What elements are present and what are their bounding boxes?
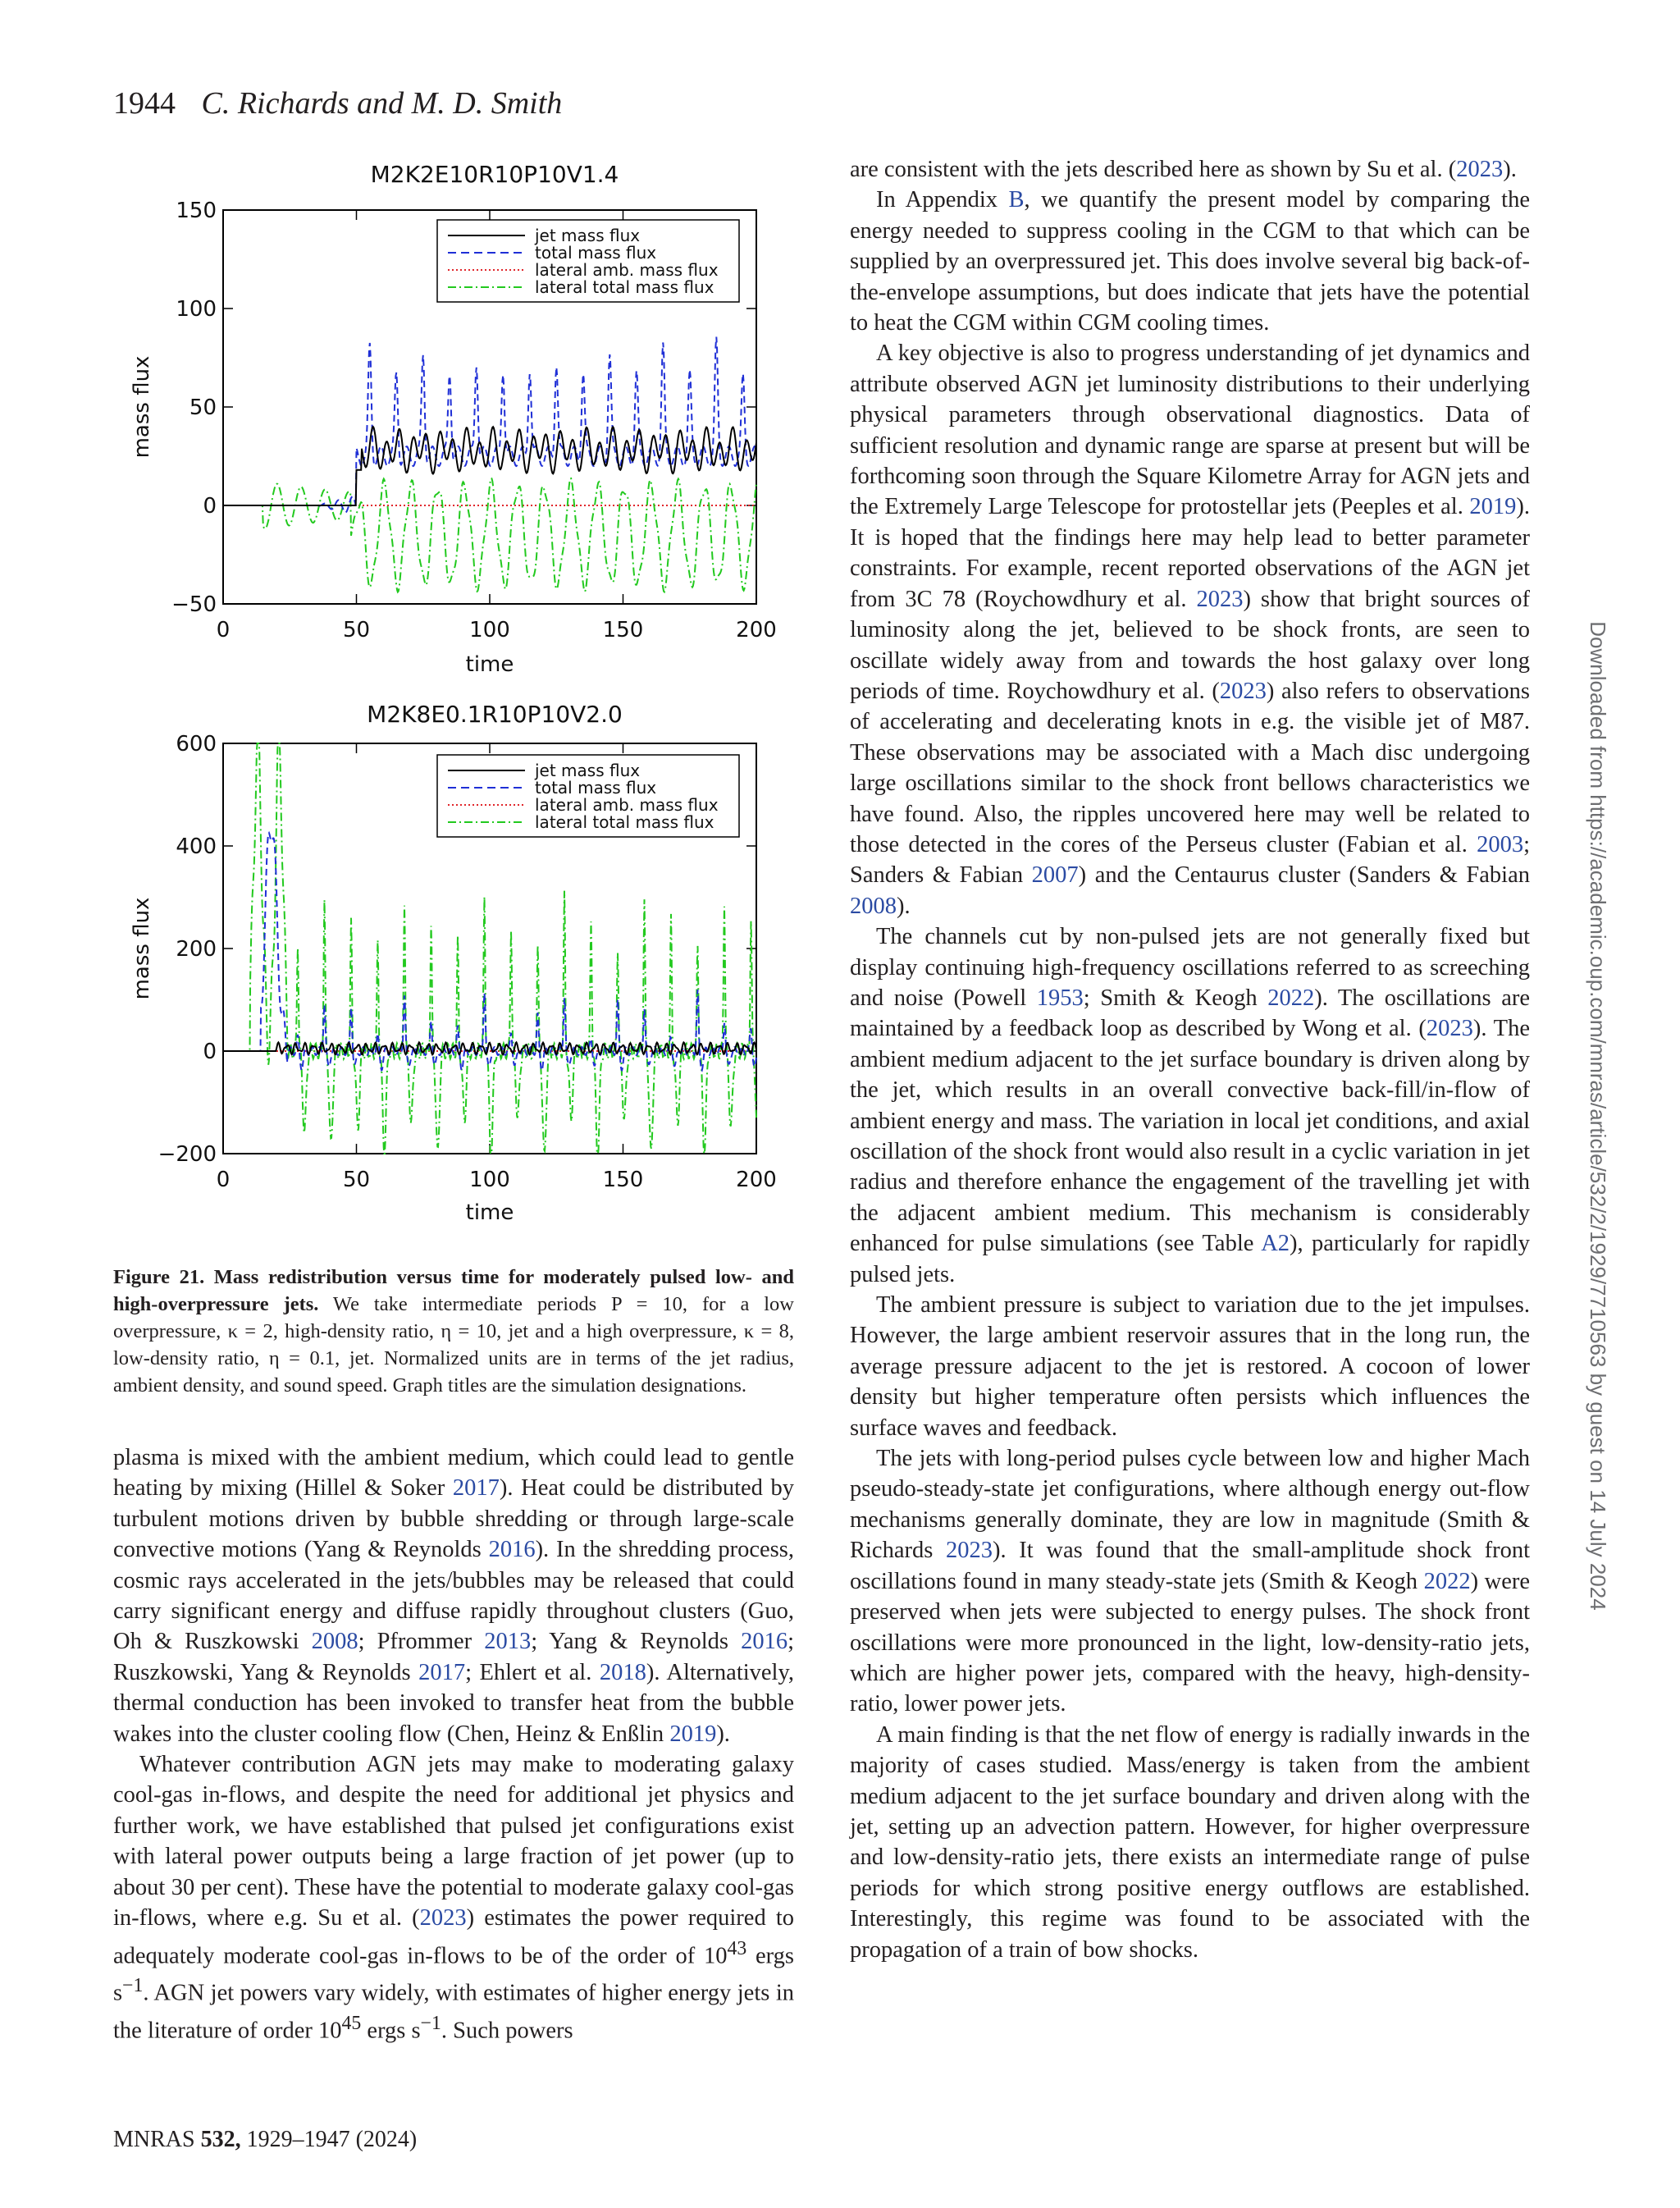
citation-link[interactable]: 2023	[1196, 586, 1244, 612]
right-paragraph-4: The ambient pressure is subject to variation due to the jet impulses. However, the large ambient reservoir assures that in the long run, the average pressure adjacent to the jet is restored. A cocoon of lower density but higher temperature often persists which influences the surface waves and feedback.	[850, 1292, 1530, 1441]
figure-caption	[113, 1264, 794, 1399]
plot-2-legend-lateral-amb: lateral amb. mass flux	[535, 795, 719, 815]
plot-1-xtick-label: 0	[216, 618, 231, 642]
plot-2-ylabel: mass flux	[130, 897, 154, 1000]
plot-1-ylabel: mass flux	[130, 355, 154, 459]
citation-link[interactable]: 2008	[311, 1629, 358, 1655]
footer-journal: MNRAS	[113, 2127, 195, 2152]
figure-21-plots	[113, 156, 802, 1247]
plot-1-xtick-label: 100	[469, 618, 510, 642]
right-paragraph-0: are consistent with the jets described here as shown by Su et al. (2023).	[850, 157, 1517, 182]
right-paragraph-2: A key objective is also to progress understanding of jet dynamics and attribute observed AGN jet luminosity distributions to their underlying physical parameters through observational diagnostics. Data of sufficient resolution and dynamic range are sparse at present but will be forthcoming soon through the Square Kilometre Array for AGN jets and the Extremely Large Telescope for protostellar jets (Peeples et al. 2019). It is hoped that the findings here may help lead to better parameter constraints. For example, recent reported observations of the AGN jet from 3C 78 (Roychowdhury et al. 2023) show that bright sources of luminosity along the jet, believed to be shock fronts, are seen to oscillate widely away from and towards the host galaxy over long periods of time. Roychowdhury et al. (2023) also refers to observations of accelerating and decelerating knots in e.g. the visible jet of M87. These observations may be associated with a Mach disc undergoing large oscillations similar to the shock front bellows characteristics we have found. Also, the ripples uncovered here may well be related to those detected in the cores of the Perseus cluster (Fabian et al. 2003; Sanders & Fabian 2007) and the Centaurus cluster (Sanders & Fabian 2008).	[850, 341, 1531, 919]
page-footer	[113, 2127, 417, 2153]
left-paragraph-2: Whatever contribution AGN jets may make to moderating galaxy cool-gas in-flows, and despite the need for additional jet physics and further work, we have established that pulsed jet configurations exist with lateral power outputs being a large fraction of jet power (up to about 30 per cent). These have the potential to moderate galaxy cool-gas in-flows, where e.g. Su et al. (2023) estimates the power required to adequately moderate cool-gas in-flows to be of the order of $10^{43}$ ergs $s^{-1}$. AGN jet powers vary widely, with estimates of higher energy jets in the literature of order $10^{45}$ ergs $s^{-1}$. Such powers	[113, 1752, 795, 2044]
right-paragraph-5: The jets with long-period pulses cycle between low and higher Mach pseudo-steady-state jet configurations, where although energy out-flow mechanisms generally dominate, they are low in magnitude (Smith & Richards 2023). It was found that the small-amplitude shock front oscillations found in many steady-state jets (Smith & Keogh 2022) were preserved when jets were subjected to energy pulses. The shock front oscillations were more pronounced in the light, low-density-ratio jets, which are higher power jets, compared with the heavy, high-density-ratio, lower power jets.	[850, 1446, 1530, 1717]
citation-link[interactable]: 2017	[418, 1659, 466, 1685]
plot-2-xtick-label: 50	[342, 1168, 371, 1192]
citation-link[interactable]: 1953	[1036, 985, 1084, 1011]
plot-2-ytick-label: 400	[176, 834, 217, 859]
citation-link[interactable]: 2007	[1031, 862, 1079, 889]
right-paragraph-1: In Appendix B, we quantify the present model by comparing the energy needed to suppress cooling in the CGM to that which can be supplied by an overpressured jet. This does involve several big back-of-the-envelope assumptions, but does indicate that jets have the potential to heat the CGM within CGM cooling times.	[850, 187, 1530, 336]
plot-2-ytick-label: 600	[176, 732, 217, 757]
plot-2-xlabel: time	[465, 1200, 514, 1225]
citation-link[interactable]: 2003	[1477, 831, 1524, 857]
plot-2-xtick-label: 0	[216, 1168, 231, 1192]
plot-1-xtick-label: 150	[602, 618, 644, 642]
running-authors: C. Richards and M. D. Smith	[201, 86, 563, 121]
plot-2-title: M2K8E0.1R10P10V2.0	[367, 701, 623, 728]
footer-volume: 532,	[200, 2127, 241, 2152]
citation-link[interactable]: 2023	[1456, 157, 1504, 182]
citation-link[interactable]: 2023	[419, 1905, 467, 1931]
citation-link[interactable]: 2022	[1267, 985, 1315, 1011]
plot-1-ytick-label: 50	[189, 395, 217, 420]
plot-1-xtick-label: 50	[342, 618, 371, 642]
citation-link[interactable]: 2016	[488, 1537, 536, 1563]
right-paragraph-3: The channels cut by non-pulsed jets are not generally fixed but display continuing high-frequency oscillations referred to as screeching and noise (Powell 1953; Smith & Keogh 2022). The oscillations are maintained by a feedback loop as described by Wong et al. (2023). The ambient medium adjacent to the jet surface boundary is driven along by the jet, which results in an overall convective back-fill/in-flow of ambient energy and mass. The variation in local jet conditions, and axial oscillation of the shock front would also result in a cyclic variation in jet radius and therefore enhance the engagement of the travelling jet with the adjacent ambient medium. This mechanism is considerably enhanced for pulse simulations (see Table A2), particularly for rapidly pulsed jets.	[850, 924, 1531, 1287]
caption-label: Figure 21. Mass redistribution versus time for moderately pulsed low- and high-overpressure jets.	[113, 1266, 794, 1315]
citation-link[interactable]: 2023	[946, 1538, 993, 1564]
citation-link[interactable]: 2019	[1469, 494, 1517, 520]
citation-link[interactable]: 2013	[484, 1629, 532, 1655]
plot-2-xtick-label: 150	[602, 1168, 644, 1192]
plot-2-xtick-label: 200	[736, 1168, 777, 1192]
plot-1-xtick-label: 200	[736, 618, 777, 642]
plot-2-legend	[437, 755, 739, 837]
plot-1-ytick-label: −50	[171, 592, 217, 617]
plot-1-legend-jet: jet mass flux	[535, 226, 641, 245]
right-column	[850, 154, 1530, 1965]
citation-link[interactable]: 2023	[1426, 1016, 1473, 1042]
running-header	[113, 85, 562, 121]
plot-2-series-jet	[223, 1042, 756, 1054]
plot-2-legend-jet: jet mass flux	[535, 761, 641, 780]
plot-2-ytick-label: 200	[176, 937, 217, 962]
citation-link[interactable]: 2018	[599, 1659, 646, 1685]
plot-1-legend	[437, 220, 739, 302]
download-watermark[interactable]: Downloaded from https://academic.oup.com/mnras/article/532/2/1929/7710563 by guest on 14 July 2024	[1586, 621, 1610, 1611]
table-link[interactable]: A2	[1261, 1231, 1290, 1257]
citation-link[interactable]: 2023	[1219, 678, 1267, 704]
figure-21	[113, 156, 802, 1247]
citation-link[interactable]: 2008	[850, 893, 897, 919]
plot-1-series-total	[223, 337, 756, 513]
plot-1-series-lateral-total	[223, 478, 756, 592]
plot-1-ytick-label: 150	[176, 199, 217, 223]
plot-1-legend-lateral-amb: lateral amb. mass flux	[535, 260, 719, 280]
plot-2-xtick-label: 100	[469, 1168, 510, 1192]
citation-link[interactable]: 2019	[669, 1721, 717, 1747]
plot-2-legend-lateral-total: lateral total mass flux	[535, 812, 714, 832]
plot-2	[130, 701, 777, 1225]
left-column	[113, 1442, 794, 2046]
page-number: 1944	[113, 86, 176, 121]
appendix-link[interactable]: B	[1008, 187, 1025, 213]
plot-1-series	[223, 337, 756, 592]
plot-1-title: M2K2E10R10P10V1.4	[370, 161, 619, 188]
plot-2-series-total	[223, 833, 756, 1070]
plot-2-legend-total: total mass flux	[535, 778, 657, 798]
plot-1-ytick-label: 0	[203, 494, 217, 519]
plot-1-ytick-label: 100	[176, 297, 217, 322]
citation-link[interactable]: 2017	[452, 1475, 500, 1502]
right-paragraph-6: A main finding is that the net flow of energy is radially inwards in the majority of cases studied. Mass/energy is taken from the ambient medium adjacent to the jet surface boundary and driven along with the jet, setting up an advection pattern. However, for higher overpressure and low-density-ratio jets, there exists an intermediate range of pulse periods for which strong positive energy outflows are established. Interestingly, this regime was found to be associated with the propagation of a train of bow shocks.	[850, 1721, 1530, 1963]
plot-1	[130, 161, 777, 677]
footer-pages: 1929–1947 (2024)	[246, 2127, 418, 2152]
caption-text: We take intermediate periods P = 10, for a low overpressure, κ = 2, high-density ratio, η = 10, jet and a high overpressure, κ = 8, low-density ratio, η = 0.1, jet. Normalized units are in terms of the jet radius, ambient density, and sound speed. Graph titles are the simulation designations.	[113, 1293, 795, 1397]
left-paragraph-1: plasma is mixed with the ambient medium, which could lead to gentle heating by mixing (Hillel & Soker 2017). Heat could be distributed by turbulent motions driven by bubble shredding or through large-scale convective motions (Yang & Reynolds 2016). In the shredding process, cosmic rays accelerated in the jets/bubbles may be released that could carry significant energy and diffuse rapidly throughout clusters (Guo, Oh & Ruszkowski 2008; Pfrommer 2013; Yang & Reynolds 2016; Ruszkowski, Yang & Reynolds 2017; Ehlert et al. 2018). Alternatively, thermal conduction has been invoked to transfer heat from the bubble wakes into the cluster cooling flow (Chen, Heinz & Enßlin 2019).	[113, 1445, 795, 1747]
plot-2-ytick-label: −200	[158, 1142, 217, 1167]
plot-2-ytick-label: 0	[203, 1040, 217, 1064]
plot-1-legend-lateral-total: lateral total mass flux	[535, 277, 714, 297]
plot-1-xlabel: time	[465, 652, 514, 677]
plot-1-legend-total: total mass flux	[535, 243, 657, 263]
citation-link[interactable]: 2022	[1423, 1568, 1471, 1594]
citation-link[interactable]: 2016	[741, 1629, 788, 1655]
